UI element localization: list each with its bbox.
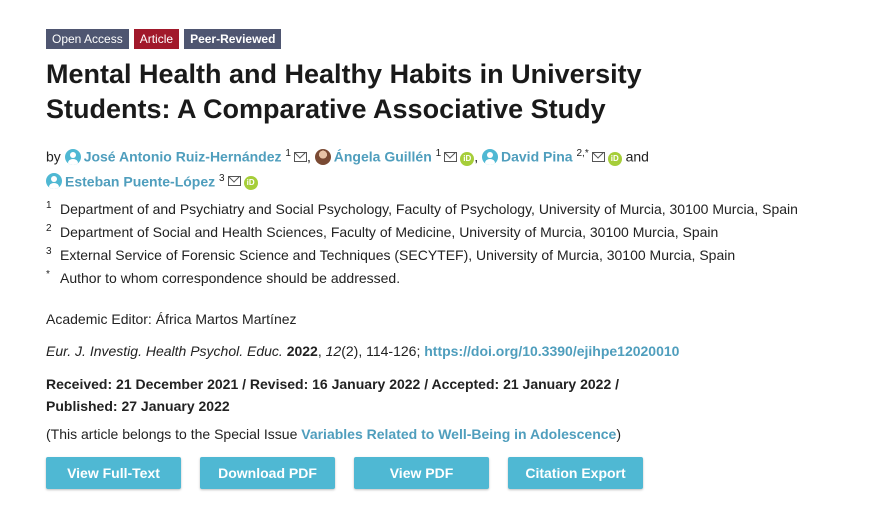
- affiliation-item: * Author to whom correspondence should be addressed.: [46, 269, 401, 286]
- orcid-icon[interactable]: iD: [244, 176, 258, 190]
- affiliation-item: 1 Department of and Psychiatry and Social Psychology, Faculty of Psychology, University of Murcia, 30100 Murcia, Spain: [46, 200, 798, 217]
- orcid-icon[interactable]: iD: [460, 152, 474, 166]
- user-avatar-icon: [65, 149, 81, 165]
- citation-year: 2022: [286, 343, 318, 359]
- author-link[interactable]: David Pina: [501, 148, 573, 165]
- article-type-badge: Article: [134, 29, 179, 49]
- orcid-icon[interactable]: iD: [608, 152, 622, 166]
- peer-reviewed-badge: Peer-Reviewed: [184, 29, 281, 49]
- dates-line-1: Received: 21 December 2021 / Revised: 16 January 2022 / Accepted: 21 January 2022 /: [46, 376, 620, 392]
- affiliation-sup: 1: [285, 148, 291, 159]
- author-link[interactable]: Ángela Guillén: [333, 148, 432, 165]
- affiliations: [46, 198, 798, 290]
- email-icon[interactable]: [444, 152, 457, 162]
- separator: ,: [306, 148, 311, 165]
- author-photo: [315, 149, 331, 165]
- academic-editor: Academic Editor: África Martos Martínez: [46, 311, 297, 327]
- author-link[interactable]: José Antonio Ruiz-Hernández: [83, 148, 282, 165]
- affiliation-item: 2 Department of Social and Health Sciences, Faculty of Medicine, University of Murcia, 30100 Murcia, Spain: [46, 223, 719, 240]
- publication-dates: [46, 373, 686, 417]
- dates-line-2: Published: 27 January 2022: [46, 398, 230, 414]
- affiliation-sup: 3: [219, 172, 225, 184]
- user-avatar-icon: [46, 173, 62, 189]
- citation-line: Eur. J. Investig. Health Psychol. Educ. 2022, 12(2), 114-126; https://doi.org/10.3390/ejihpe12020010: [46, 343, 680, 359]
- doi-link[interactable]: https://doi.org/10.3390/ejihpe12020010: [424, 343, 680, 359]
- special-issue-link[interactable]: Variables Related to Well-Being in Adolescence: [301, 426, 617, 442]
- download-pdf-button[interactable]: Download PDF: [200, 457, 335, 489]
- badge-row: [46, 29, 281, 49]
- separator: ,: [474, 148, 479, 165]
- article-title: Mental Health and Healthy Habits in University Students: A Comparative Associative Study: [46, 59, 642, 124]
- special-issue-note: (This article belongs to the Special Issue Variables Related to Well-Being in Adolescence): [46, 426, 622, 442]
- email-icon[interactable]: [592, 152, 605, 162]
- open-access-badge: Open Access: [46, 29, 129, 49]
- view-full-text-button[interactable]: View Full-Text: [46, 457, 181, 489]
- user-avatar-icon: [482, 149, 498, 165]
- author-link[interactable]: Esteban Puente-López: [65, 173, 216, 190]
- affiliation-sup: 1: [435, 148, 442, 159]
- view-pdf-button[interactable]: View PDF: [354, 457, 489, 489]
- citation-volume: 12: [325, 343, 342, 359]
- action-buttons: [46, 457, 643, 489]
- journal-name: Eur. J. Investig. Health Psychol. Educ.: [46, 343, 283, 359]
- citation-pages: (2), 114-126;: [341, 343, 421, 359]
- affiliation-item: 3 External Service of Forensic Science and Techniques (SECYTEF), University of Murcia, 30100 Murcia, Spain: [46, 246, 736, 263]
- by-label: by: [46, 148, 61, 165]
- affiliation-sup: 2,*: [576, 148, 589, 159]
- citation-export-button[interactable]: Citation Export: [508, 457, 643, 489]
- author-list: [46, 143, 766, 192]
- and-label: and: [625, 148, 649, 165]
- email-icon[interactable]: [228, 176, 241, 186]
- email-icon[interactable]: [294, 152, 307, 162]
